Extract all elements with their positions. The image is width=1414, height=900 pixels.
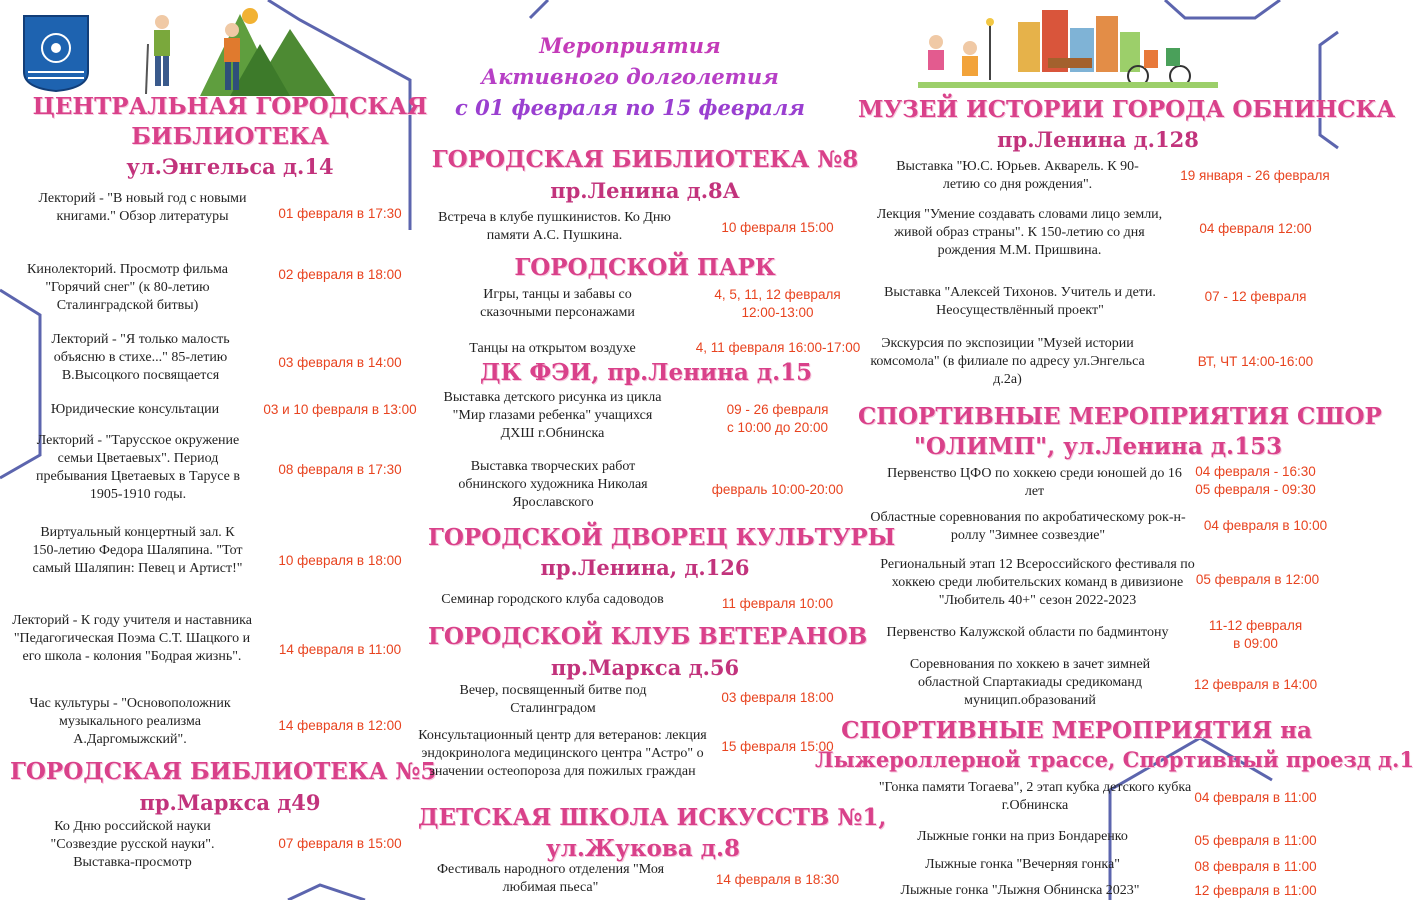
event-description: Фестиваль народного отделения "Моя любимая пьеса" bbox=[436, 862, 665, 895]
hikers-illustration-icon bbox=[140, 4, 335, 96]
event-description: Виртуальный концертный зал. К 150-летию Федора Шаляпина. "Тот самый Шаляпин: Певец и Артист!" bbox=[32, 525, 243, 576]
event-date bbox=[690, 286, 865, 322]
event-date-line: с 10:00 до 20:00 bbox=[727, 420, 828, 435]
venue-title-ski-track bbox=[815, 716, 1414, 774]
event-date: 14 февраля в 18:30 bbox=[715, 872, 840, 887]
event-description: Экскурсия по экспозиции "Музей истории комсомола" (в филиале по адресу ул.Энгельса д.2а) bbox=[870, 336, 1145, 387]
event-date: 4, 11 февраля 16:00-17:00 bbox=[695, 340, 861, 355]
event-description: Выставка творческих работ обнинского художника Николая Ярославского bbox=[458, 459, 648, 510]
venue-address: пр.Ленина д.8А bbox=[550, 178, 740, 203]
event-date: 12 февраля в 11:00 bbox=[1194, 883, 1317, 898]
venue-title-line: БИБЛИОТЕКА bbox=[131, 123, 329, 150]
event-date-line: 05 февраля - 09:30 bbox=[1195, 482, 1316, 497]
event-date-line: 04 февраля - 16:30 bbox=[1195, 464, 1316, 479]
poster-title-line: с 01 февраля по 15 февраля bbox=[455, 95, 805, 120]
venue-title-art-school bbox=[418, 802, 887, 864]
event-description: Игры, танцы и забавы со сказочными персонажами bbox=[480, 287, 635, 320]
event-description: Час культуры - "Основоположник музыкального реализма А.Даргомыжский". bbox=[29, 696, 231, 747]
event-description: Выставка детского рисунка из цикла "Мир глазами ребенка" учащихся ДХШ г.Обнинска bbox=[443, 390, 662, 441]
venue-title-central-library bbox=[20, 92, 440, 152]
city-park-illustration-icon bbox=[918, 2, 1218, 92]
event-date: 03 февраля в 14:00 bbox=[278, 355, 402, 370]
event-description: Консультационный центр для ветеранов: лекция эндокринолога медицинского центра "Астро" о значении остеопороза для пожилых граждан bbox=[418, 728, 707, 779]
event-description: Соревнования по хоккею в зачет зимней областной Спартакиады средикоманд муницип.образований bbox=[909, 657, 1151, 708]
venue-address: пр.Ленина, д.126 bbox=[540, 555, 750, 580]
event-date: ВТ, ЧТ 14:00-16:00 bbox=[1197, 354, 1314, 369]
venue-address: пр.Маркса д.56 bbox=[550, 655, 740, 680]
event-date-line: 4, 5, 11, 12 февраля bbox=[714, 287, 841, 302]
event-date: 07 февраля в 15:00 bbox=[278, 836, 402, 851]
city-emblem-icon bbox=[22, 14, 90, 92]
venue-title-line: ДЕТСКАЯ ШКОЛА ИСКУССТВ №1, bbox=[418, 804, 887, 831]
event-description: Выставка "Ю.С. Юрьев. Акварель. К 90-летию со дня рождения". bbox=[896, 159, 1139, 192]
venue-title-line: "ОЛИМП", ул.Ленина д.153 bbox=[913, 433, 1283, 460]
event-description: Семинар городского клуба садоводов bbox=[441, 592, 664, 607]
event-description: "Гонка памяти Тогаева", 2 этап кубка детского кубка г.Обнинска bbox=[878, 780, 1192, 813]
event-date: 04 февраля в 10:00 bbox=[1203, 518, 1328, 533]
venue-address: пр.Маркса д49 bbox=[139, 790, 321, 815]
venue-title-line: ЦЕНТРАЛЬНАЯ ГОРОДСКАЯ bbox=[32, 93, 428, 120]
venue-title-dk-fei: ДК ФЭИ, пр.Ленина д.15 bbox=[480, 359, 813, 386]
event-date: 15 февраля 15:00 bbox=[721, 739, 834, 754]
event-description: Лыжные гонки на приз Бондаренко bbox=[917, 829, 1128, 844]
event-date: 19 января - 26 февраля bbox=[1180, 168, 1330, 183]
event-date: февраль 10:00-20:00 bbox=[711, 482, 844, 497]
venue-address: пр.Ленина д.128 bbox=[997, 127, 1199, 152]
event-date-line: 12:00-13:00 bbox=[741, 305, 814, 320]
event-description: Первенство ЦФО по хоккею среди юношей до 16 лет bbox=[887, 466, 1182, 499]
event-date: 04 февраля 12:00 bbox=[1199, 221, 1312, 236]
event-date bbox=[690, 401, 865, 437]
event-description: Первенство Калужской области по бадминтону bbox=[886, 625, 1169, 640]
event-description: Юридические консультации bbox=[50, 402, 220, 417]
venue-title-library-8: ГОРОДСКАЯ БИБЛИОТЕКА №8 bbox=[431, 146, 859, 173]
event-description: Вечер, посвященный битве под Сталинградом bbox=[459, 683, 647, 716]
event-description: Лекция "Умение создавать словами лицо земли, живой образ страны". К 150-летию со дня рождения М.М. Пришвина. bbox=[876, 207, 1163, 258]
venue-title-line: ул.Жукова д.8 bbox=[545, 835, 741, 862]
event-date: 05 февраля в 11:00 bbox=[1194, 833, 1317, 848]
event-description: Выставка "Алексей Тихонов. Учитель и дети. Неосуществлённый проект" bbox=[884, 285, 1156, 318]
event-date: 03 февраля 18:00 bbox=[721, 690, 834, 705]
venue-title-library-5: ГОРОДСКАЯ БИБЛИОТЕКА №5 bbox=[10, 758, 437, 785]
event-description: Кинолекторий. Просмотр фильма "Горячий снег" (к 80-летию Сталинградской битвы) bbox=[27, 262, 228, 313]
venue-title-veterans-club: ГОРОДСКОЙ КЛУБ ВЕТЕРАНОВ bbox=[428, 623, 868, 650]
event-date: 02 февраля в 18:00 bbox=[278, 267, 402, 282]
event-date bbox=[1168, 463, 1343, 499]
event-date: 14 февраля в 12:00 bbox=[278, 718, 402, 733]
event-date: 03 и 10 февраля в 13:00 bbox=[263, 402, 417, 417]
event-date: 10 февраля 15:00 bbox=[721, 220, 834, 235]
venue-address: ул.Энгельса д.14 bbox=[126, 154, 334, 179]
event-date: 08 февраля в 11:00 bbox=[1194, 859, 1317, 874]
event-description: Лыжные гонка "Лыжня Обнинска 2023" bbox=[900, 883, 1140, 898]
event-date: 12 февраля в 14:00 bbox=[1193, 677, 1318, 692]
event-date: 07 - 12 февраля bbox=[1204, 289, 1307, 304]
event-description: Встреча в клубе пушкинистов. Ко Дню памяти А.С. Пушкина. bbox=[438, 210, 671, 243]
event-date-line: 09 - 26 февраля bbox=[726, 402, 829, 417]
event-description: Ко Дню российской науки "Созвездие русской науки". Выставка-просмотр bbox=[50, 819, 215, 870]
event-description: Лекторий - "Я только малость объясню в стихе..." 85-летию В.Высоцкого посвящается bbox=[51, 332, 230, 383]
poster-title-line: Активного долголетия bbox=[481, 64, 779, 89]
event-date: 04 февраля в 11:00 bbox=[1194, 790, 1317, 805]
venue-title-line: Лыжероллерной трассе, Спортивный проезд д.1 bbox=[815, 747, 1414, 772]
event-description: Лыжные гонка "Вечерняя гонка" bbox=[925, 857, 1120, 872]
event-description: Лекторий - "В новый год с новыми книгами." Обзор литературы bbox=[38, 191, 247, 224]
event-description: Региональный этап 12 Всероссийского фестиваля по хоккею среди любительских команд в дивизионе "Любитель 40+" сезон 2022-2023 bbox=[880, 557, 1195, 608]
event-date bbox=[1168, 617, 1343, 653]
event-date: 11 февраля 10:00 bbox=[721, 596, 834, 611]
event-date: 05 февраля в 12:00 bbox=[1195, 572, 1320, 587]
poster-title-line: Мероприятия bbox=[539, 33, 721, 58]
venue-title-city-park: ГОРОДСКОЙ ПАРК bbox=[514, 254, 776, 281]
event-description: Лекторий - "Тарусское окружение семьи Цветаевых". Период пребывания Цветаевых в Тарусе в 1905-1910 годы. bbox=[36, 433, 240, 502]
event-date-line: в 09:00 bbox=[1233, 636, 1278, 651]
event-description: Танцы на открытом воздухе bbox=[469, 341, 636, 356]
venue-title-sport-olimp bbox=[858, 402, 1382, 462]
poster-title bbox=[430, 30, 830, 123]
venue-title-city-palace-of-culture: ГОРОДСКОЙ ДВОРЕЦ КУЛЬТУРЫ bbox=[428, 524, 896, 551]
event-date: 08 февраля в 17:30 bbox=[278, 462, 402, 477]
event-date: 01 февраля в 17:30 bbox=[278, 206, 402, 221]
venue-title-museum: МУЗЕЙ ИСТОРИИ ГОРОДА ОБНИНСКА bbox=[858, 96, 1396, 123]
venue-title-line: СПОРТИВНЫЕ МЕРОПРИЯТИЯ СШОР bbox=[858, 403, 1382, 430]
venue-title-line: СПОРТИВНЫЕ МЕРОПРИЯТИЯ на bbox=[841, 717, 1312, 744]
event-description: Областные соревнования по акробатическому рок-н-роллу "Зимнее созвездие" bbox=[870, 510, 1186, 543]
event-description: Лекторий - К году учителя и наставника "Педагогическая Поэма С.Т. Шацкого и его школа - колония "Бодрая жизнь". bbox=[12, 613, 252, 664]
event-date: 10 февраля в 18:00 bbox=[278, 553, 402, 568]
event-date: 14 февраля в 11:00 bbox=[278, 642, 402, 657]
city-emblem bbox=[22, 14, 90, 92]
event-date-line: 11-12 февраля bbox=[1208, 618, 1303, 633]
